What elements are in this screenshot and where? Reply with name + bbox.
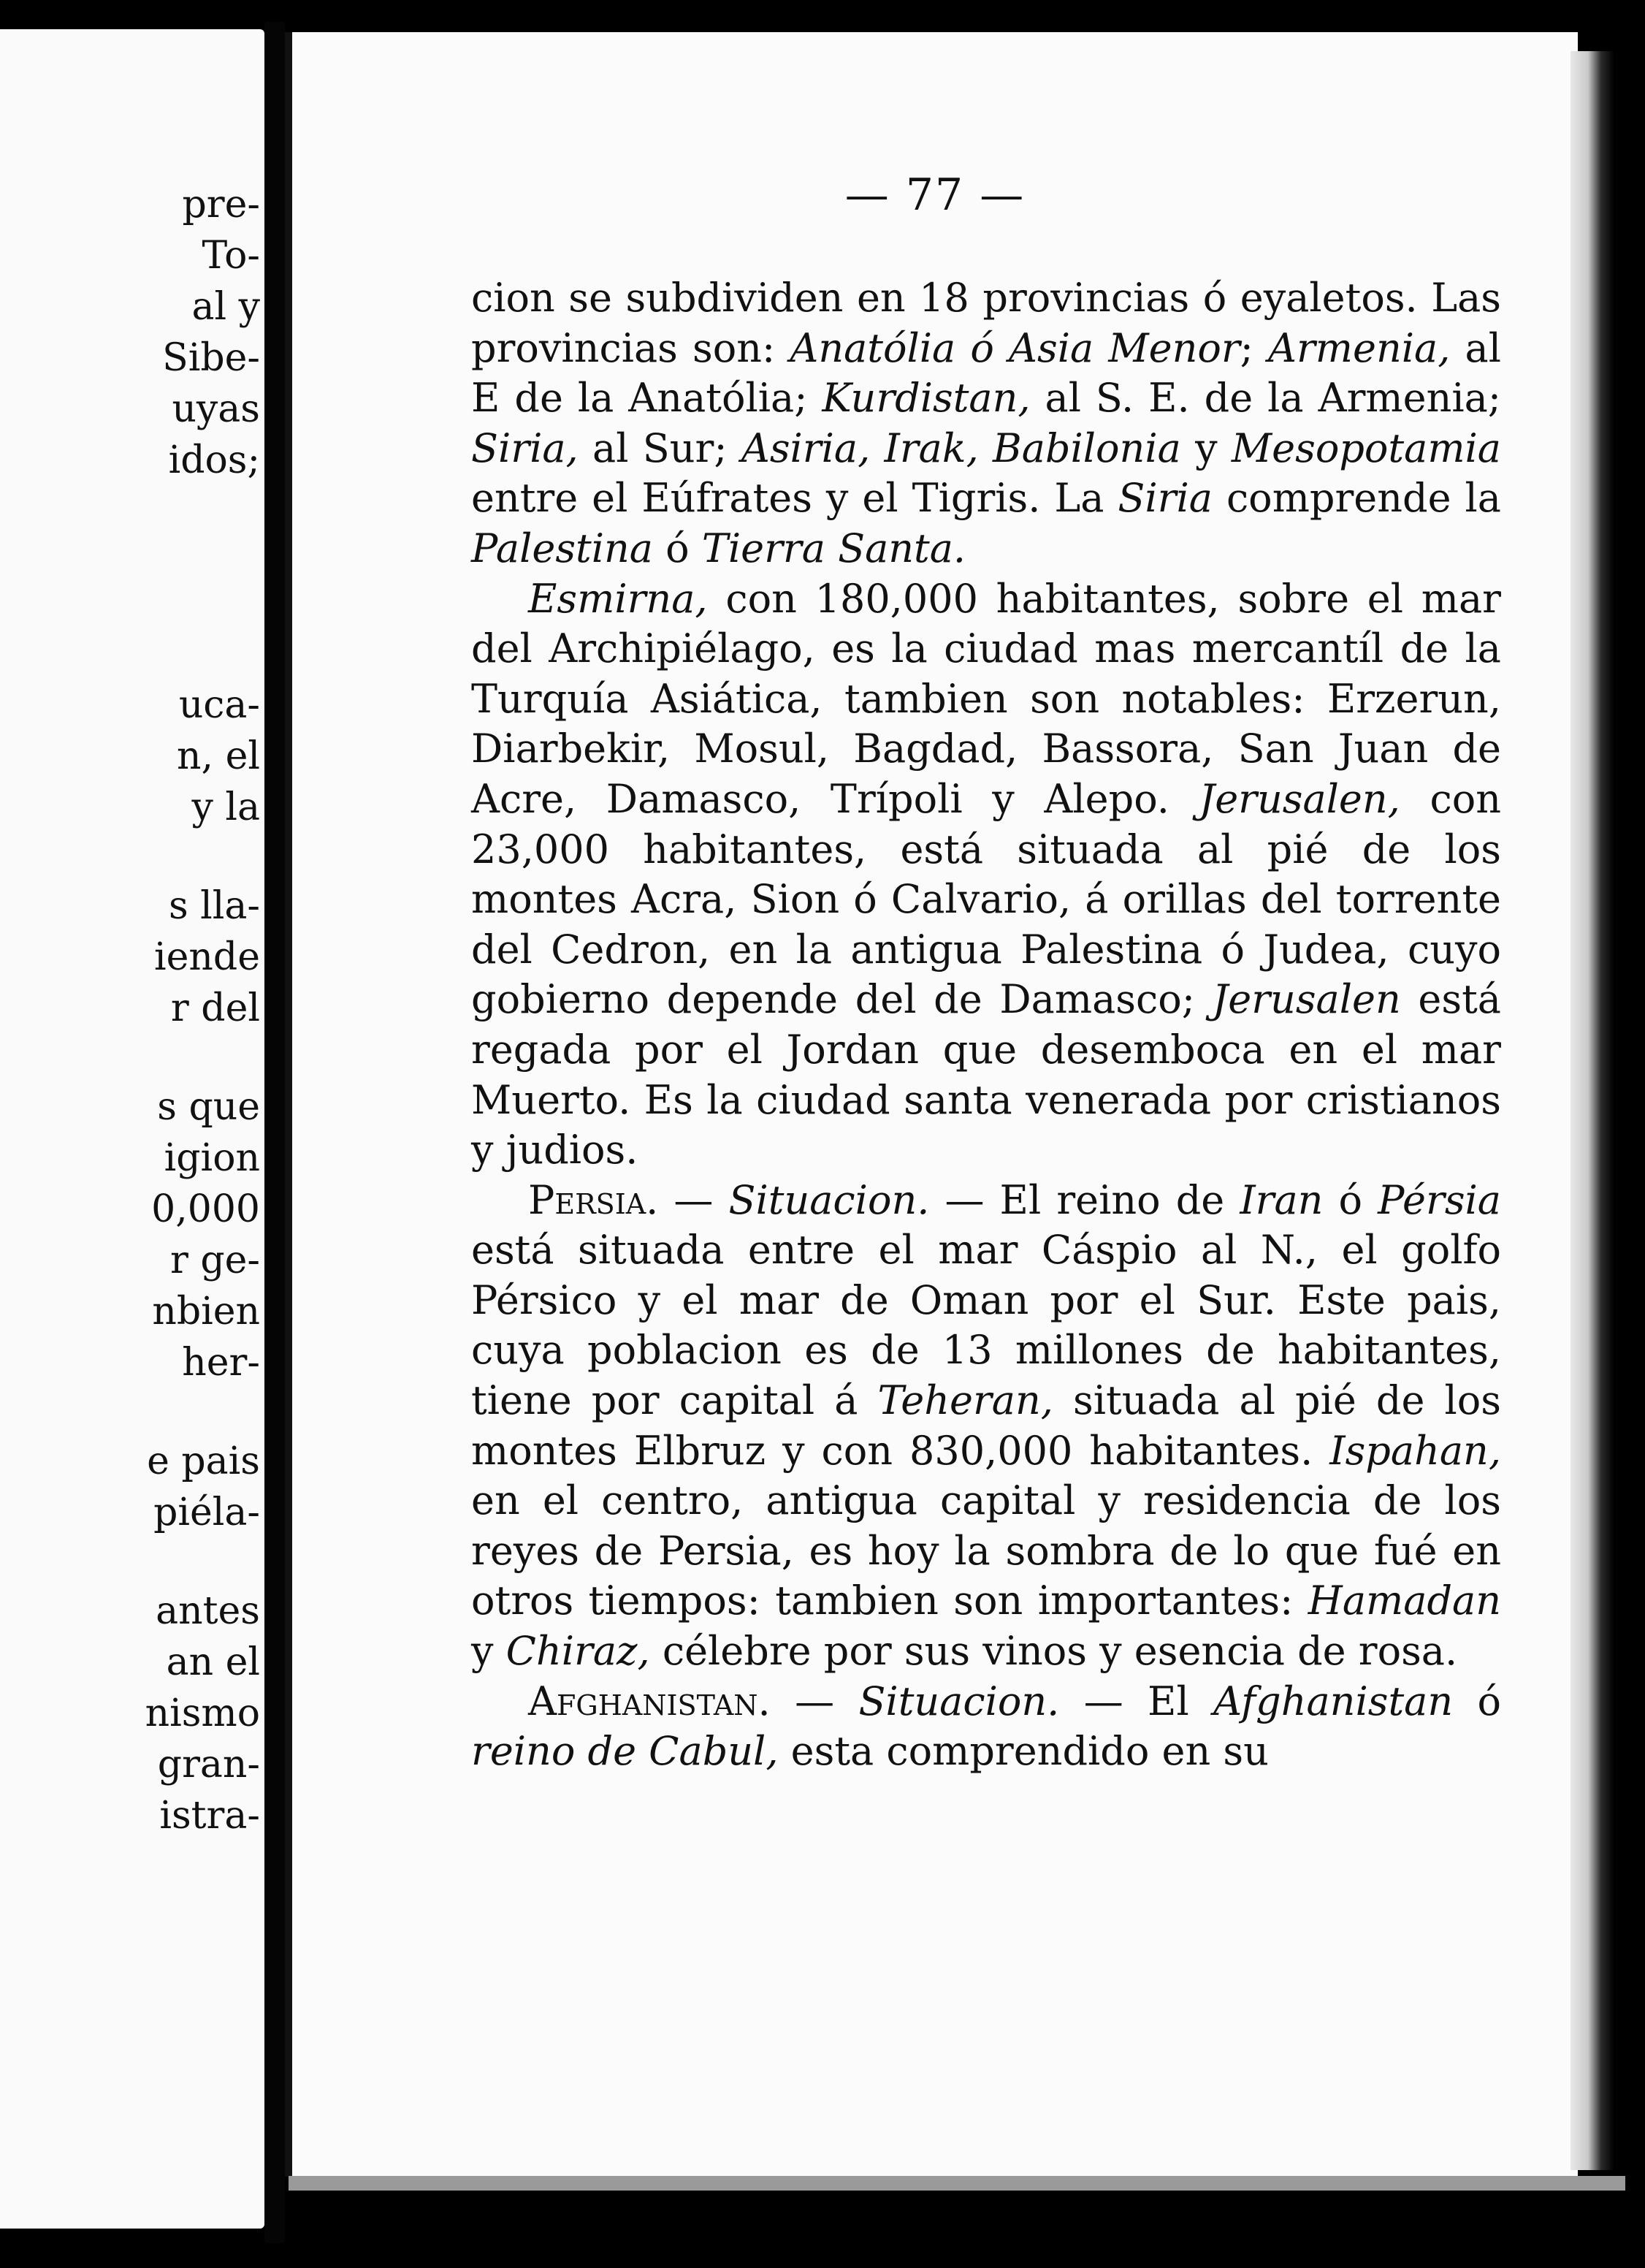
text-run: cion se subdividen en 18 provincias ó eyaletos. Las provincias son: xyxy=(471,275,1501,371)
text-run: esta comprendido en su xyxy=(778,1728,1269,1775)
left-page-line: piéla- xyxy=(153,1491,260,1534)
left-page-line: To- xyxy=(202,234,260,278)
text-run: comprende la xyxy=(1212,475,1501,522)
paragraph xyxy=(471,273,1501,574)
italic-text: Situacion. xyxy=(858,1678,1060,1724)
left-page-line: n, el xyxy=(177,734,260,778)
text-run: — xyxy=(658,1176,729,1223)
left-page-line: al y xyxy=(191,285,260,329)
paragraph xyxy=(471,1176,1501,1677)
text-run: con 23,000 habitantes, está situada al pié de los montes Acra, Sion ó Calvario, á orillas del torrente del Cedron, en la antigua Palestina ó Judea, cuyo gobierno depende del de Damasco; xyxy=(471,775,1501,1023)
left-page-line: e pais xyxy=(147,1439,260,1483)
italic-text: Iran xyxy=(1240,1176,1324,1223)
italic-text: Mesopotamia xyxy=(1231,425,1501,471)
paragraph xyxy=(471,1677,1501,1777)
text-run: al E de la Anatólia; xyxy=(471,324,1501,422)
text-run: está regada por el Jordan que desemboca en el mar Muerto. Es la ciudad santa venerada por cristianos y judios. xyxy=(471,976,1501,1173)
left-page-line: nismo xyxy=(145,1692,260,1735)
italic-text: Palestina xyxy=(471,525,653,571)
italic-text: Jerusalen, xyxy=(1199,775,1400,822)
left-page-line: her- xyxy=(182,1341,260,1385)
italic-text: Tierra Santa. xyxy=(701,525,966,571)
left-page-line: Sibe- xyxy=(162,336,260,380)
italic-text: Siria xyxy=(1118,475,1213,522)
left-page-line: pre- xyxy=(182,183,260,227)
page-edge xyxy=(1570,51,1614,2170)
left-page-line: r del xyxy=(170,986,260,1030)
italic-text: Afghanistan xyxy=(1213,1678,1454,1724)
paragraph xyxy=(471,574,1501,1176)
italic-text: Jerusalen xyxy=(1212,976,1401,1023)
italic-text: reino de Cabul, xyxy=(471,1728,779,1775)
text-run: — El xyxy=(1059,1678,1214,1724)
book-page xyxy=(285,32,1578,2177)
page-number: — 77 — xyxy=(844,170,1026,221)
left-page-line: uca- xyxy=(178,683,260,727)
italic-text: Asiria, Irak, Babilonia xyxy=(741,425,1181,471)
text-run: en el centro, antigua capital y residencia de los reyes de Persia, es hoy la sombra de lo que fué en otros tiempos: tambien son importantes: xyxy=(471,1477,1501,1624)
left-page-line: antes xyxy=(156,1589,260,1633)
italic-text: Kurdistan, xyxy=(822,375,1031,422)
left-page-line: idos; xyxy=(168,438,260,482)
left-page-line: 0,000 xyxy=(151,1187,260,1231)
text-run: ó xyxy=(653,525,702,571)
text-run: entre el Eúfrates y el Tigris. La xyxy=(471,475,1118,522)
text-run: y xyxy=(471,1628,506,1675)
text-run: célebre por sus vinos y esencia de rosa. xyxy=(649,1628,1458,1675)
text-run: al S. E. de la Armenia; xyxy=(1030,375,1502,422)
book-spine xyxy=(264,22,285,2243)
text-run: al Sur; xyxy=(578,425,741,471)
italic-text: Hamadan xyxy=(1308,1578,1501,1624)
text-run: con 180,000 habitantes, sobre el mar del Archipiélago, es la ciudad mas mercantíl de la Turquía Asiática, tambien son notables: Erzerun, Diarbekir, Mosul, Bagdad, Bassora, San Juan de Acre, Damasco, Trípoli y Alepo. xyxy=(471,575,1501,822)
page-bottom-edge xyxy=(289,2176,1625,2191)
italic-text: Siria, xyxy=(471,425,579,471)
text-run: — xyxy=(770,1678,859,1724)
left-page-line: s lla- xyxy=(168,884,260,928)
italic-text: Armenia, xyxy=(1268,324,1451,371)
italic-text: Anatólia ó Asia Menor xyxy=(790,324,1240,371)
italic-text: Pérsia xyxy=(1378,1176,1501,1223)
left-page-line: y la xyxy=(191,785,260,829)
left-page-line: nbien xyxy=(152,1290,260,1333)
italic-text: Ispahan, xyxy=(1329,1427,1501,1474)
left-page-line: s que xyxy=(157,1085,260,1129)
text-run: ; xyxy=(1240,324,1268,371)
text-run: y xyxy=(1180,425,1232,471)
text-run: ó xyxy=(1323,1176,1378,1223)
left-page-line: gran- xyxy=(157,1743,260,1786)
left-page-line: igion xyxy=(164,1136,260,1180)
left-page-line: an el xyxy=(166,1640,260,1684)
text-run: situada al pié de los montes Elbruz y con 830,000 habitantes. xyxy=(471,1377,1501,1474)
left-page-line: iende xyxy=(154,935,260,979)
text-run: ó xyxy=(1453,1678,1501,1724)
previous-page-fragment xyxy=(0,29,264,2229)
italic-text: Teheran, xyxy=(877,1377,1053,1424)
italic-text: Esmirna, xyxy=(528,575,708,622)
page-body xyxy=(471,273,1501,1777)
section-heading: Persia. xyxy=(528,1176,659,1223)
italic-text: Chiraz, xyxy=(505,1628,650,1675)
italic-text: Situacion. xyxy=(728,1176,930,1223)
left-page-line: istra- xyxy=(159,1794,260,1838)
text-run: está situada entre el mar Cáspio al N., el golfo Pérsico y el mar de Oman por el Sur. Este pais, cuya poblacion es de 13 millones de habitantes, tiene por capital á xyxy=(471,1227,1501,1424)
left-page-line: r ge- xyxy=(169,1238,260,1282)
section-heading: Afghanistan. xyxy=(528,1678,771,1724)
left-page-line: uyas xyxy=(172,387,260,431)
text-run: — El reino de xyxy=(929,1176,1240,1223)
